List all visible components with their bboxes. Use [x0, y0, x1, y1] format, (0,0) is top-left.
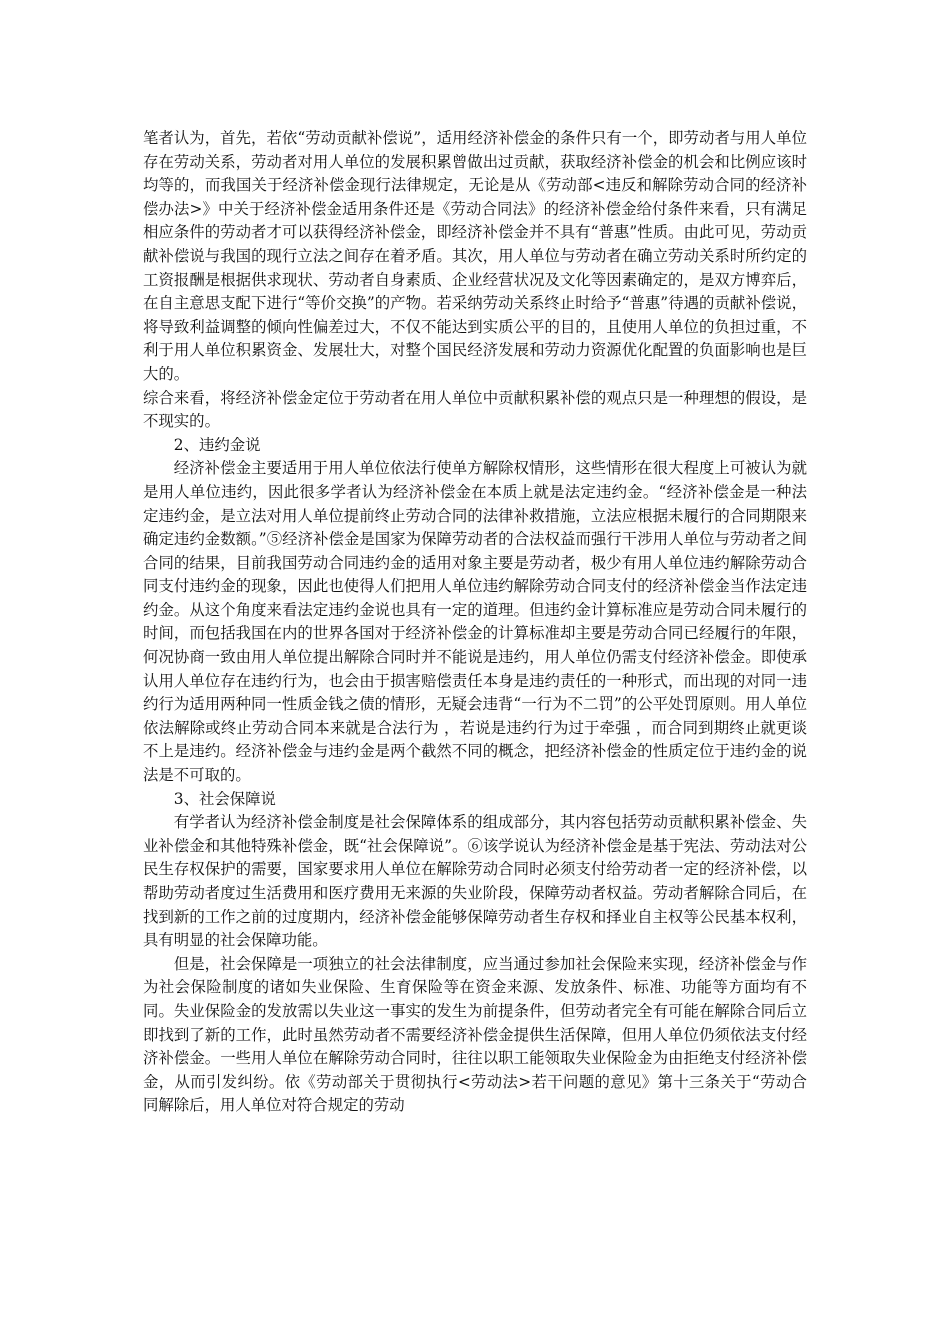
document-page [143, 127, 807, 1118]
paragraph-social-security-critique: 但是，社会保障是一项独立的社会法律制度，应当通过参加社会保险来实现，经济补偿金与作为社会保险制度的诸如失业保险、生育保险等在资金来源、发放条件、标准、功能等方面均有不同。失业保险金的发放需以失业这一事实的发生为前提条件，但劳动者完全有可能在解除合同后立即找到了新的工作，此时虽然劳动者不需要经济补偿金提供生活保障，但用人单位仍须依法支付经济补偿金。一些用人单位在解除劳动合同时，往往以职工能领取失业保险金为由拒绝支付经济补偿金，从而引发纠纷。依《劳动部关于贯彻执行<劳动法>若干问题的意见》第十三条关于“劳动合同解除后，用人单位对符合规定的劳动 [143, 954, 807, 1115]
paragraph-contribution-critique: 笔者认为，首先，若依“劳动贡献补偿说”，适用经济补偿金的条件只有一个，即劳动者与用人单位存在劳动关系，劳动者对用人单位的发展积累曾做出过贡献，获取经济补偿金的机会和比例应该时均等的，而我国关于经济补偿金现行法律规定，无论是从《劳动部<违反和解除劳动合同的经济补偿办法>》中关于经济补偿金适用条件还是《劳动合同法》的经济补偿金给付条件来看，只有满足相应条件的劳动者才可以获得经济补偿金，即经济补偿金并不具有“普惠”性质。由此可见，劳动贡献补偿说与我国的现行立法之间存在着矛盾。其次，用人单位与劳动者在确立劳动关系时所约定的工资报酬是根据供求现状、劳动者自身素质、企业经营状况及文化等因素确定的，是双方博弈后，在自主意思支配下进行“等价交换”的产物。若采纳劳动关系终止时给予“普惠”待遇的贡献补偿说，将导致利益调整的倾向性偏差过大，不仅不能达到实质公平的目的，且使用人单位的负担过重，不利于用人单位积累资金、发展壮大，对整个国民经济发展和劳动力资源优化配置的负面影响也是巨大的。 [143, 129, 807, 383]
section-heading-social-security: 3、社会保障说 [173, 789, 276, 808]
paragraph-summary: 综合来看，将经济补偿金定位于劳动者在用人单位中贡献积累补偿的观点只是一种理想的假设，是不现实的。 [143, 388, 807, 431]
paragraph-penalty-theory: 经济补偿金主要适用于用人单位依法行使单方解除权情形，这些情形在很大程度上可被认为就是用人单位违约，因此很多学者认为经济补偿金在本质上就是法定违约金。“经济补偿金是一种法定违约金，是立法对用人单位提前终止劳动合同的法律补救措施，立法应根据未履行的合同期限来确定违约金数额。”⑤经济补偿金是国家为保障劳动者的合法权益而强行干涉用人单位与劳动者之间合同的结果，目前我国劳动合同违约金的适用对象主要是劳动者，极少有用人单位违约解除劳动合同支付违约金的现象，因此也使得人们把用人单位违约解除劳动合同支付的经济补偿金当作法定违约金。从这个角度来看法定违约金说也具有一定的道理。但违约金计算标准应是劳动合同未履行的时间，而包括我国在内的世界各国对于经济补偿金的计算标准却主要是劳动合同已经履行的年限，何况协商一致由用人单位提出解除合同时并不能说是违约，用人单位仍需支付经济补偿金。即使承认用人单位存在违约行为，也会由于损害赔偿责任本身是违约责任的一种形式，而出现的对同一违约行为适用两种同一性质金钱之债的情形，无疑会违背“一行为不二罚”的公平处罚原则。用人单位依法解除或终止劳动合同本来就是合法行为 ，若说是违约行为过于牵强 ，而合同到期终止就更谈不上是违约。经济补偿金与违约金是两个截然不同的概念，把经济补偿金的性质定位于违约金的说法是不可取的。 [143, 459, 807, 785]
paragraph-social-security-theory: 有学者认为经济补偿金制度是社会保障体系的组成部分，其内容包括劳动贡献积累补偿金、失业补偿金和其他特殊补偿金，既“社会保障说”。⑥该学说认为经济补偿金是基于宪法、劳动法对公民生存权保护的需要，国家要求用人单位在解除劳动合同时必须支付给劳动者一定的经济补偿，以帮助劳动者度过生活费用和医疗费用无来源的失业阶段，保障劳动者权益。劳动者解除合同后，在找到新的工作之前的过度期内，经济补偿金能够保障劳动者生存权和择业自主权等公民基本权利，具有明显的社会保障功能。 [143, 813, 807, 950]
section-heading-penalty: 2、违约金说 [173, 435, 261, 454]
